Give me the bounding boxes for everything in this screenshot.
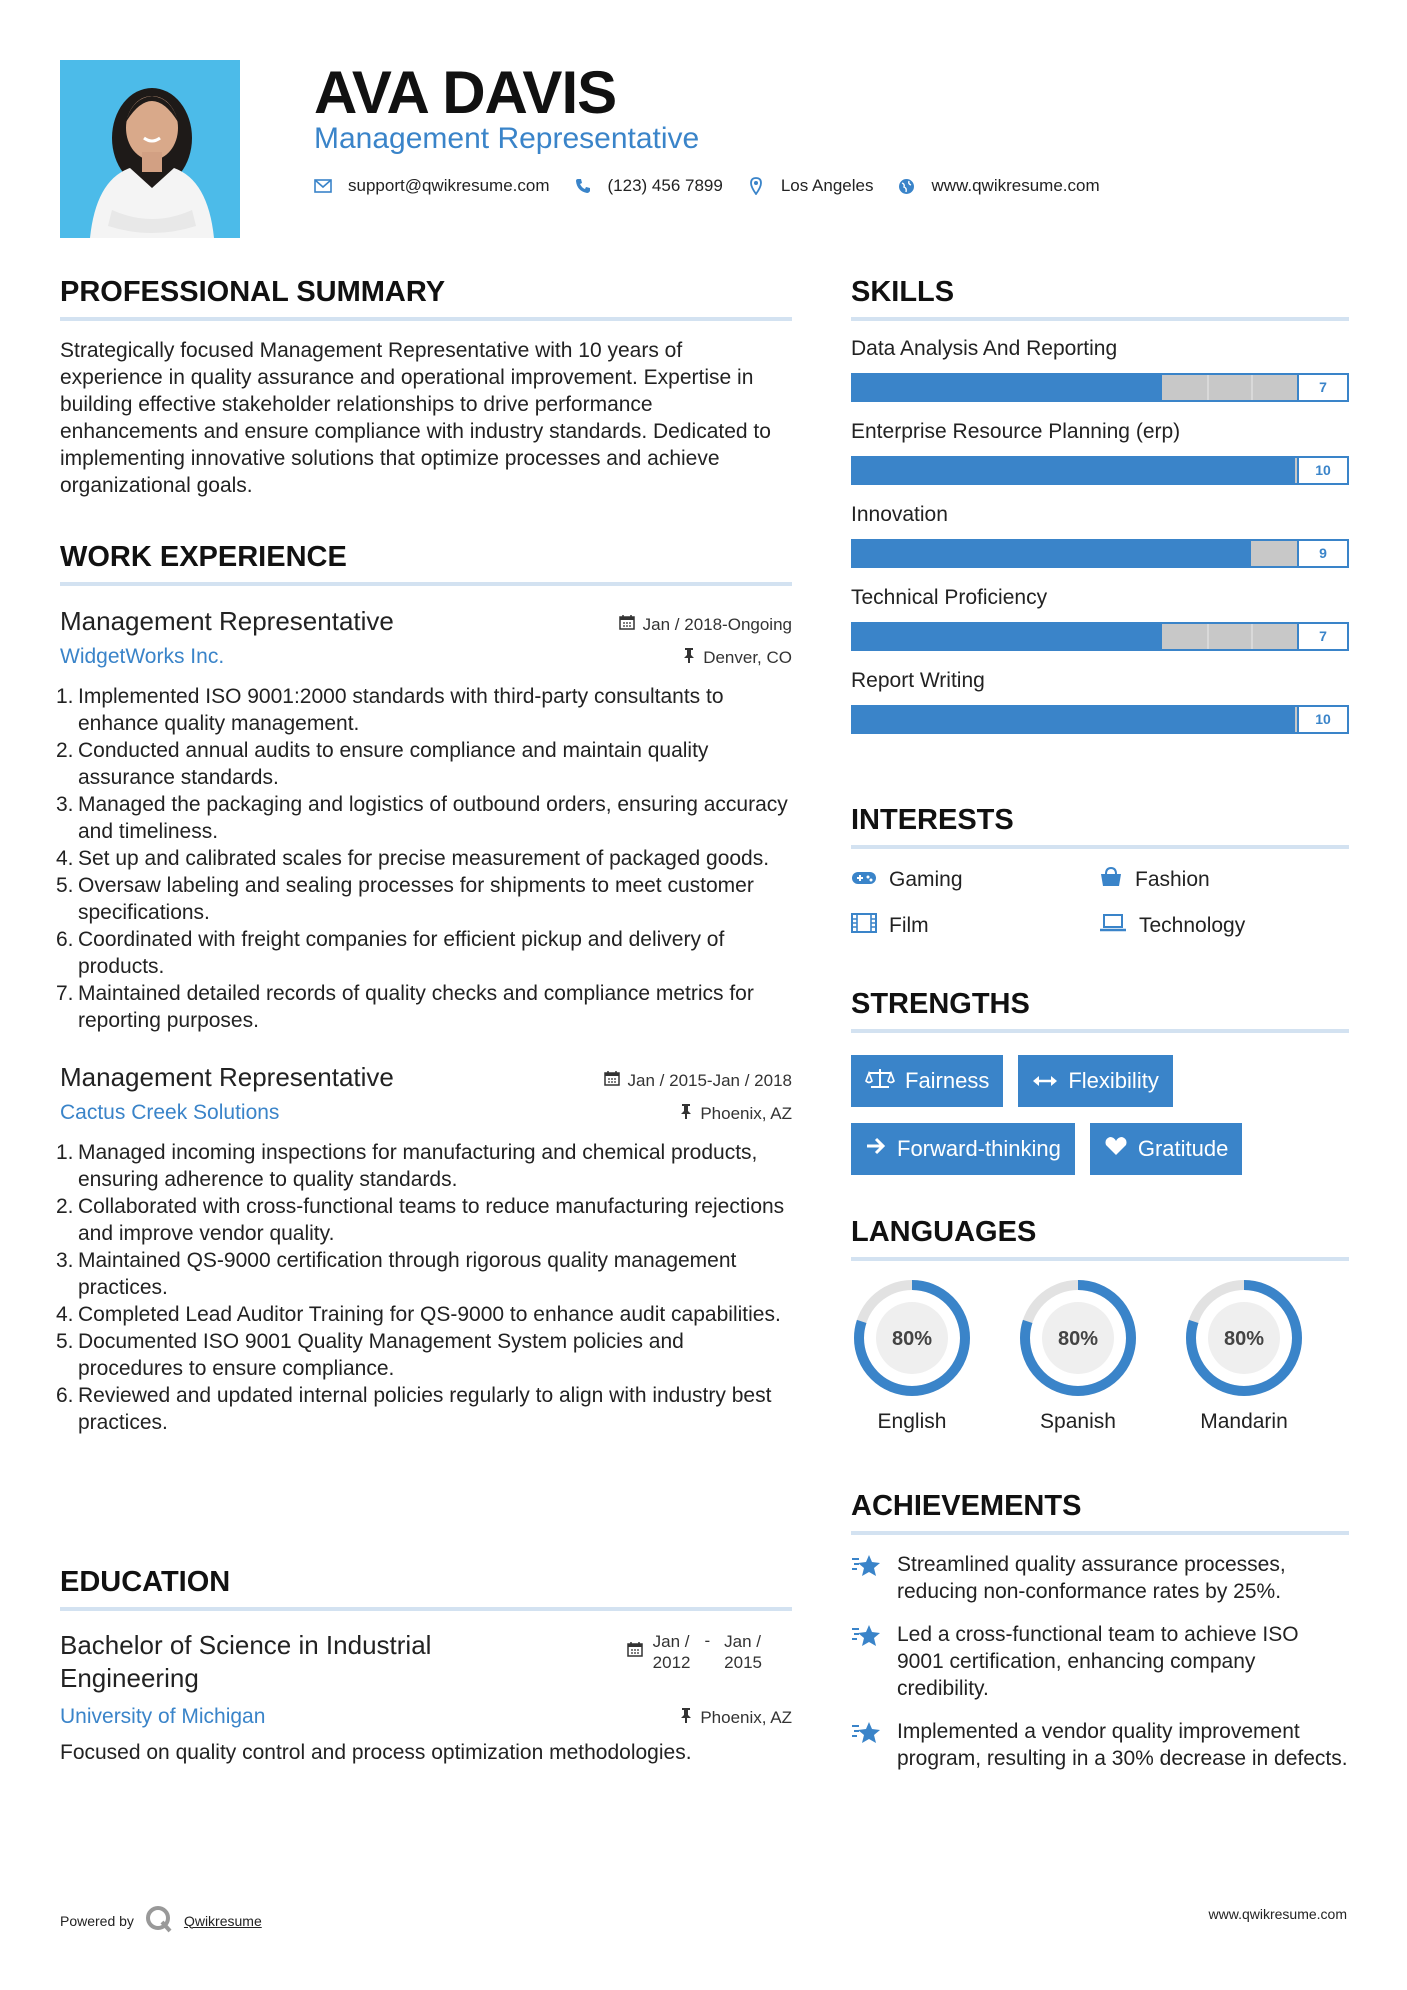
- language-percent: 80%: [1223, 1328, 1265, 1350]
- languages-heading: LANGUAGES: [851, 1216, 1037, 1248]
- star-icon: [851, 1621, 883, 1702]
- interest-item: Gaming: [851, 867, 1099, 893]
- calendar-icon: [627, 1641, 643, 1662]
- film-icon: [851, 913, 877, 939]
- list-item: 1. Implemented ISO 9001:2000 standards with third-party consultants to enhance quality management.: [56, 685, 724, 735]
- job-entry: [56, 1062, 792, 1436]
- summary-divider: [60, 317, 792, 321]
- email-icon: [314, 177, 332, 195]
- skill-bar: [851, 373, 1349, 402]
- skills-list: [851, 337, 1349, 734]
- skills-section: [851, 276, 1349, 734]
- skill-name: Enterprise Resource Planning (erp): [851, 420, 1181, 443]
- strength-badge: Flexibility: [1018, 1055, 1172, 1107]
- skill-bar: [851, 705, 1349, 734]
- skill-bar-fill: [853, 541, 1251, 566]
- job-dates: Jan / 2018-Ongoing: [619, 614, 792, 635]
- skill-item: [851, 420, 1349, 485]
- job-location: Phoenix, AZ: [680, 1103, 792, 1124]
- gamepad-icon: [851, 868, 877, 892]
- strengths-section: [851, 988, 1349, 1175]
- education-divider: [60, 1607, 792, 1611]
- calendar-icon: [619, 614, 635, 635]
- education-description: Focused on quality control and process optimization methodologies.: [60, 1741, 692, 1764]
- experience-heading: WORK EXPERIENCE: [60, 541, 347, 573]
- laptop-icon: [1099, 914, 1127, 938]
- languages-list: [851, 1277, 1349, 1434]
- list-item: 1. Managed incoming inspections for manufacturing and chemical products, ensuring adherence to quality standards.: [56, 1141, 758, 1191]
- skills-heading: SKILLS: [851, 276, 955, 308]
- arrows-horizontal-icon: [1032, 1068, 1058, 1094]
- footer-url[interactable]: www.qwikresume.com: [1208, 1906, 1347, 1922]
- summary-text: Strategically focused Management Representative with 10 years of experience in quality assurance and operational improvement. Expertise in building effective stakeholder relationships to drive performance enhancements and ensure compliance with industry standards. Dedicated to implementing innovative solutions that optimize processes and achieve organizational goals.: [60, 339, 771, 497]
- achievements-divider: [851, 1531, 1349, 1535]
- skill-bar: [851, 622, 1349, 651]
- language-name: Mandarin: [1200, 1410, 1288, 1433]
- languages-section: [851, 1216, 1349, 1434]
- interests-divider: [851, 845, 1349, 849]
- footer-powered-by: Powered by Qwikresume: [60, 1904, 262, 1937]
- list-item: 2. Collaborated with cross-functional teams to reduce manufacturing rejections and improve vendor quality.: [56, 1195, 785, 1245]
- skill-item: [851, 503, 1349, 568]
- list-item: 6. Coordinated with freight companies for efficient pickup and delivery of products.: [56, 928, 725, 978]
- list-item: 5. Documented ISO 9001 Quality Management System policies and procedures to ensure compliance.: [56, 1330, 684, 1380]
- skill-bar-fill: [853, 375, 1162, 400]
- interest-item: Film: [851, 913, 1099, 939]
- skill-value: 7: [1297, 624, 1347, 649]
- skill-item: [851, 337, 1349, 402]
- pin-icon: [683, 647, 695, 668]
- qwikresume-logo-icon: [144, 1904, 174, 1937]
- contact-website[interactable]: www.qwikresume.com: [931, 176, 1100, 195]
- skill-bar: [851, 456, 1349, 485]
- arrow-right-icon: [865, 1136, 887, 1162]
- achievement-item: Implemented a vendor quality improvement program, resulting in a 30% decrease in defects.: [851, 1718, 1349, 1772]
- job-location: Denver, CO: [683, 647, 792, 668]
- contact-bar: [314, 176, 1124, 196]
- profile-photo: [60, 60, 240, 238]
- strength-badge: Gratitude: [1090, 1123, 1243, 1175]
- list-item: 4. Set up and calibrated scales for precise measurement of packaged goods.: [56, 847, 770, 870]
- shopping-bag-icon: [1099, 867, 1123, 893]
- pin-icon: [680, 1103, 692, 1124]
- skill-value: 7: [1297, 375, 1347, 400]
- list-item: 7. Maintained detailed records of quality checks and compliance metrics for reporting purposes.: [56, 982, 754, 1032]
- globe-icon: [897, 177, 915, 195]
- language-percent: 80%: [1057, 1328, 1099, 1350]
- skill-bar-tick: [1207, 375, 1209, 400]
- skill-item: [851, 586, 1349, 651]
- experience-section: [56, 541, 792, 1436]
- experience-divider: [60, 582, 792, 586]
- star-icon: [851, 1551, 883, 1605]
- achievements-heading: ACHIEVEMENTS: [851, 1490, 1082, 1522]
- list-item: 6. Reviewed and updated internal policies regularly to align with industry best practices.: [56, 1384, 772, 1434]
- language-ring: [1017, 1277, 1139, 1399]
- interest-item: Fashion: [1099, 867, 1347, 893]
- scale-icon: [865, 1067, 895, 1095]
- contact-email[interactable]: support@qwikresume.com: [348, 176, 550, 195]
- skill-name: Technical Proficiency: [851, 586, 1048, 609]
- education-heading: EDUCATION: [60, 1566, 231, 1598]
- job-role: Management Representative: [60, 606, 394, 636]
- skill-value: 9: [1297, 541, 1347, 566]
- skill-name: Innovation: [851, 503, 948, 526]
- skill-bar-tick: [1251, 624, 1253, 649]
- education-section: [60, 1566, 792, 1766]
- languages-divider: [851, 1257, 1349, 1261]
- heart-icon: [1104, 1136, 1128, 1162]
- interests-section: [851, 804, 1349, 939]
- achievements-section: [851, 1490, 1349, 1772]
- list-item: 4. Completed Lead Auditor Training for QS-9000 to enhance audit capabilities.: [56, 1303, 781, 1326]
- contact-phone[interactable]: (123) 456 7899: [607, 176, 723, 195]
- calendar-icon: [604, 1070, 620, 1091]
- list-item: 3. Managed the packaging and logistics of outbound orders, ensuring accuracy and timeliness.: [56, 793, 788, 843]
- language-item: [851, 1277, 973, 1434]
- achievement-item: Led a cross-functional team to achieve ISO 9001 certification, enhancing company credibility.: [851, 1621, 1349, 1702]
- job-entry: [56, 606, 792, 1034]
- interests-heading: INTERESTS: [851, 804, 1014, 836]
- list-item: 5. Oversaw labeling and sealing processes for shipments to meet customer specifications.: [56, 874, 754, 924]
- language-name: Spanish: [1040, 1410, 1116, 1433]
- skill-bar: [851, 539, 1349, 568]
- strength-badge: Forward-thinking: [851, 1123, 1075, 1175]
- job-role: Management Representative: [60, 1062, 394, 1092]
- education-dates: Jan / 2012 - Jan / 2015: [627, 1631, 762, 1695]
- skill-item: [851, 669, 1349, 734]
- job-dates: Jan / 2015-Jan / 2018: [604, 1070, 792, 1091]
- strength-badge: Fairness: [851, 1055, 1003, 1107]
- summary-section: [60, 276, 792, 499]
- achievement-item: Streamlined quality assurance processes, reducing non-conformance rates by 25%.: [851, 1551, 1349, 1605]
- skills-divider: [851, 317, 1349, 321]
- skill-value: 10: [1297, 707, 1347, 732]
- language-item: [1183, 1277, 1305, 1434]
- degree-title: Bachelor of Science in Industrial Engineering: [60, 1630, 432, 1693]
- language-item: [1017, 1277, 1139, 1434]
- list-item: 2. Conducted annual audits to ensure compliance and maintain quality assurance standards.: [56, 739, 709, 789]
- language-name: English: [877, 1410, 947, 1433]
- pin-icon: [680, 1707, 692, 1728]
- star-icon: [851, 1718, 883, 1772]
- strengths-heading: STRENGTHS: [851, 988, 1030, 1020]
- skill-name: Report Writing: [851, 669, 985, 692]
- summary-heading: PROFESSIONAL SUMMARY: [60, 276, 446, 308]
- job-company[interactable]: Cactus Creek Solutions: [60, 1101, 280, 1124]
- skill-bar-tick: [1251, 375, 1253, 400]
- skill-bar-fill: [853, 458, 1295, 483]
- language-ring: [851, 1277, 973, 1399]
- contact-location: Los Angeles: [780, 176, 874, 195]
- skill-value: 10: [1297, 458, 1347, 483]
- list-item: 3. Maintained QS-9000 certification through rigorous quality management practices.: [56, 1249, 737, 1299]
- skill-bar-fill: [853, 624, 1162, 649]
- interest-item: Technology: [1099, 913, 1347, 939]
- location-pin-icon: [747, 177, 765, 195]
- language-ring: [1183, 1277, 1305, 1399]
- education-location: Phoenix, AZ: [680, 1707, 792, 1728]
- phone-icon: [574, 177, 592, 195]
- job-duties: [56, 683, 792, 1034]
- skill-name: Data Analysis And Reporting: [851, 337, 1118, 360]
- candidate-title: Management Representative: [314, 122, 700, 155]
- candidate-name: AVA DAVIS: [314, 59, 617, 126]
- job-duties: [56, 1139, 792, 1436]
- skill-bar-tick: [1207, 624, 1209, 649]
- strengths-divider: [851, 1029, 1349, 1033]
- skill-bar-fill: [853, 707, 1295, 732]
- job-company[interactable]: WidgetWorks Inc.: [60, 645, 225, 668]
- brand-link[interactable]: Qwikresume: [183, 1912, 262, 1929]
- language-percent: 80%: [891, 1328, 933, 1350]
- school-name[interactable]: University of Michigan: [60, 1705, 266, 1728]
